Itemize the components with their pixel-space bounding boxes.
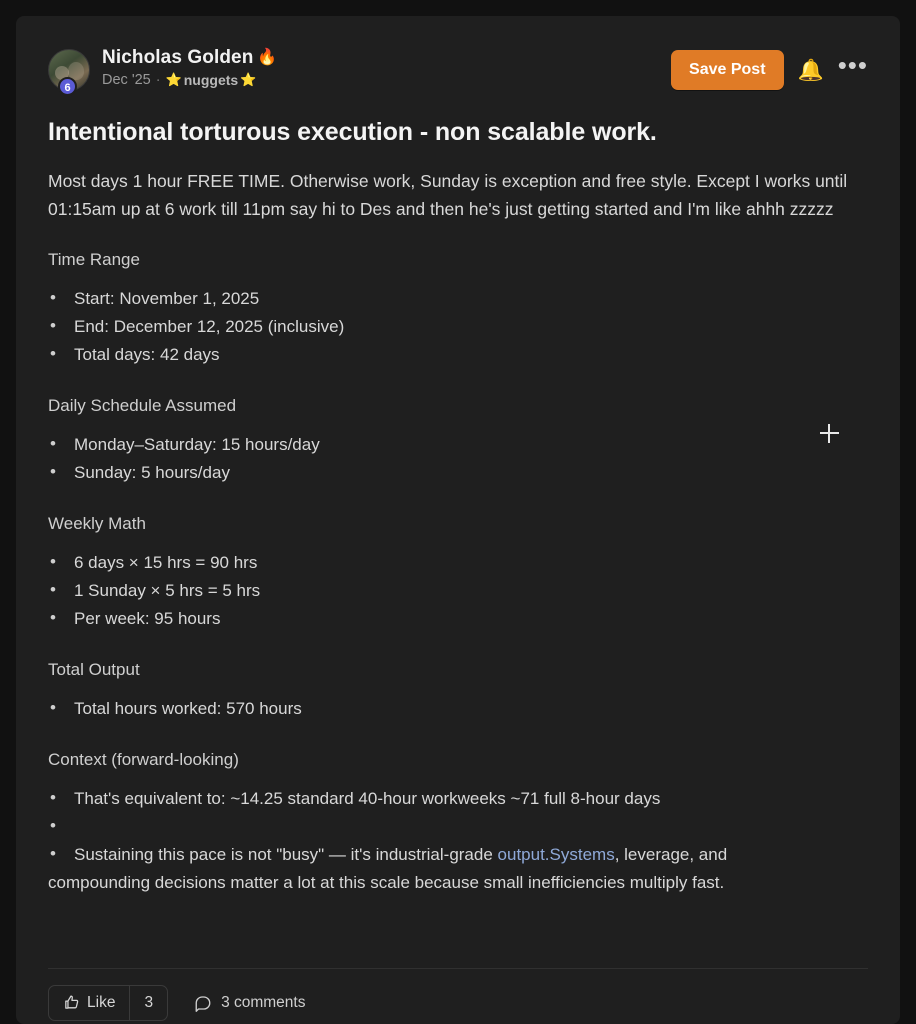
bullet-list-weekly-math [48, 549, 868, 633]
author-name-row [102, 47, 277, 69]
star-icon-right: ⭐ [240, 72, 257, 87]
list-item: • Total hours worked: 570 hours [48, 695, 868, 723]
list-item-text-after: , leverage, and [614, 845, 728, 864]
like-group[interactable] [48, 985, 168, 1021]
author-name[interactable]: Nicholas Golden [102, 47, 254, 68]
output-systems-link[interactable]: output.Systems [497, 845, 615, 864]
post-title: Intentional torturous execution - non scalable work. [48, 118, 657, 146]
list-item: • Sunday: 5 hours/day [48, 459, 868, 487]
closing-line: compounding decisions matter a lot at this scale because small inefficiencies multiply fast. [48, 873, 725, 892]
section-heading-context: Context (forward-looking) [48, 750, 239, 769]
list-item-empty [48, 813, 868, 841]
comments-label: 3 comments [221, 993, 306, 1011]
list-item: • Start: November 1, 2025 [48, 285, 868, 313]
bullet-list-context [48, 785, 868, 869]
post-meta [102, 72, 277, 88]
bullet-list-time-range [48, 285, 868, 369]
comment-bubble-icon [194, 994, 212, 1012]
bullet-list-daily-schedule [48, 431, 868, 487]
post-card [16, 16, 900, 1024]
avatar-wrapper[interactable] [48, 49, 90, 94]
notification-bell-button[interactable] [798, 60, 824, 81]
list-item: • End: December 12, 2025 (inclusive) [48, 313, 868, 341]
bullet-list-total-output [48, 695, 868, 723]
list-item: • 6 days × 15 hrs = 90 hrs [48, 549, 868, 577]
post-header [48, 46, 868, 104]
more-options-button[interactable] [837, 50, 868, 83]
like-count[interactable]: 3 [129, 986, 167, 1020]
list-item: • Monday–Saturday: 15 hours/day [48, 431, 868, 459]
author-meta [102, 46, 277, 88]
bell-icon: 🔔 [797, 58, 824, 82]
category-tag[interactable] [166, 72, 257, 88]
list-item: • Per week: 95 hours [48, 605, 868, 633]
star-icon-left: ⭐ [165, 72, 182, 87]
section-heading-total-output: Total Output [48, 660, 140, 679]
avatar-badge: 6 [58, 77, 77, 96]
header-actions [671, 46, 868, 90]
comments-button[interactable] [194, 994, 305, 1012]
list-item-text: Sustaining this pace is not "busy" — it's industrial-grade [74, 845, 498, 864]
section-heading-daily-schedule: Daily Schedule Assumed [48, 396, 237, 415]
list-item: • Total days: 42 days [48, 341, 868, 369]
thumbs-up-icon [63, 994, 80, 1011]
author-block[interactable] [48, 46, 278, 94]
ellipsis-icon: ••• [837, 50, 868, 80]
section-heading-time-range: Time Range [48, 250, 140, 269]
meta-separator: · [155, 72, 161, 88]
list-item-with-link [48, 841, 868, 869]
category-tag-label: nuggets [183, 72, 239, 88]
flame-icon: 🔥 [257, 49, 278, 66]
section-heading-weekly-math: Weekly Math [48, 514, 146, 533]
like-label: Like [87, 993, 116, 1011]
list-item: • 1 Sunday × 5 hrs = 5 hrs [48, 577, 868, 605]
save-post-button[interactable]: Save Post [671, 50, 783, 90]
post-date: Dec '25 [102, 72, 151, 88]
post-intro-paragraph: Most days 1 hour FREE TIME. Otherwise work, Sunday is exception and free style. Except I works until 01:15am up at 6 work till 11pm say hi to Des and then he's just getting started and I'm like ahhh zzzzz [48, 171, 848, 219]
post-footer [48, 968, 868, 1024]
list-item: • That's equivalent to: ~14.25 standard 40-hour workweeks ~71 full 8-hour days [48, 785, 868, 813]
like-button[interactable] [49, 986, 129, 1020]
